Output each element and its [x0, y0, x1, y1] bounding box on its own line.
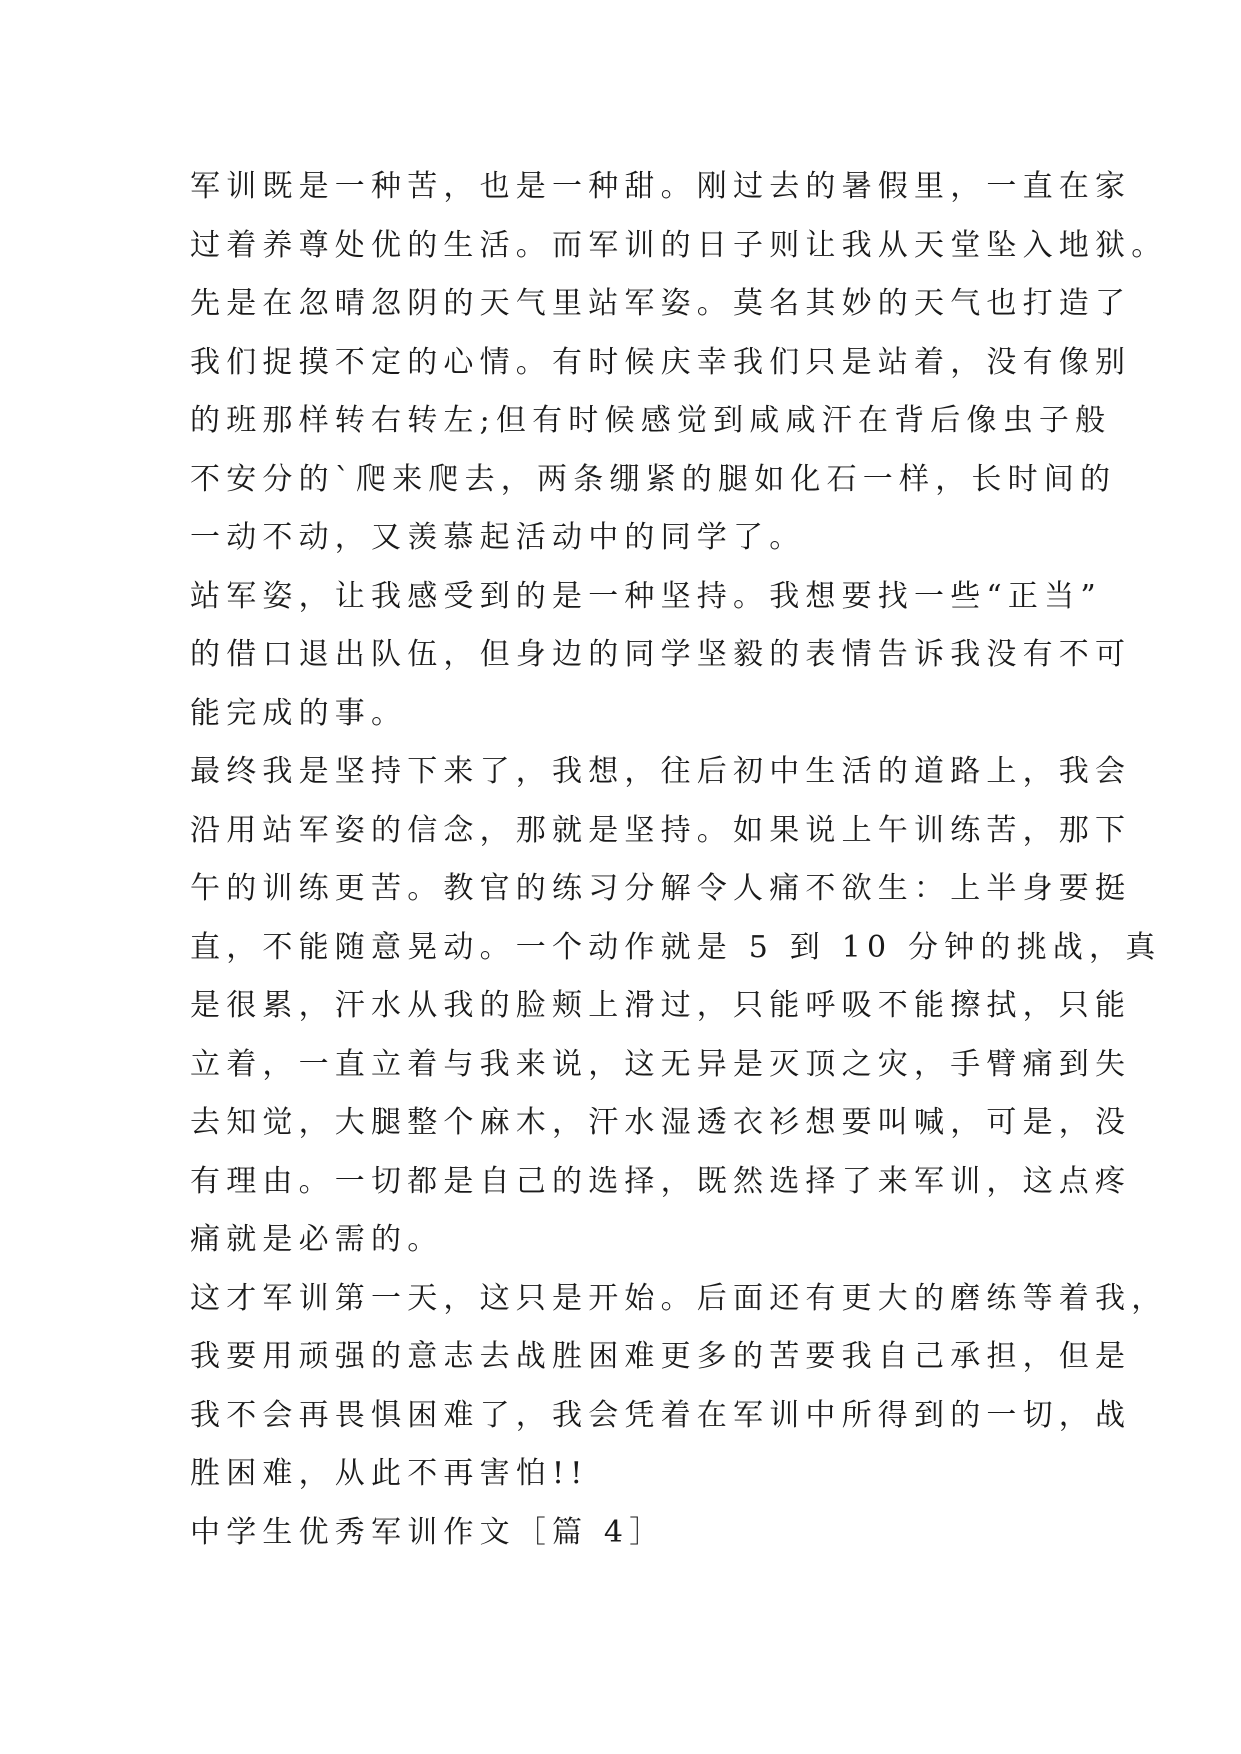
text-line: 我们捉摸不定的心情。有时候庆幸我们只是站着，没有像别: [190, 344, 1132, 380]
text-line: 午的训练更苦。教官的练习分解令人痛不欲生：上半身要挺: [190, 871, 1132, 906]
text-line: 过着养尊处优的生活。而军训的日子则让我从天堂坠入地狱。: [190, 227, 1168, 263]
text-line: 站军姿，让我感受到的是一种坚持。我想要找一些“正当”: [190, 578, 1102, 614]
text-line: 能完成的事。: [190, 695, 408, 731]
text-line: 军训既是一种苦，也是一种甜。刚过去的暑假里，一直在家: [190, 169, 1132, 204]
text-line: 痛就是必需的。: [190, 1222, 444, 1257]
text-line: 去知觉，大腿整个麻木，汗水湿透衣衫想要叫喊，可是，没: [190, 1105, 1132, 1140]
text-line: 不安分的`爬来爬去，两条绷紧的腿如化石一样，长时间的: [190, 461, 1117, 497]
text-line: 沿用站军姿的信念，那就是坚持。如果说上午训练苦，那下: [190, 812, 1132, 848]
text-line: 我要用顽强的意志去战胜困难更多的苦要我自己承担，但是: [190, 1339, 1132, 1374]
text-line: 有理由。一切都是自己的选择，既然选择了来军训，这点疼: [190, 1163, 1132, 1199]
text-line: 直，不能随意晃动。一个动作就是 5 到 10 分钟的挑战，真: [190, 929, 1162, 965]
text-line: 我不会再畏惧困难了，我会凭着在军训中所得到的一切，战: [190, 1397, 1132, 1433]
text-line: 胜困难，从此不再害怕!!: [190, 1456, 589, 1491]
text-line: 最终我是坚持下来了，我想，往后初中生活的道路上，我会: [190, 754, 1132, 789]
text-line: 这才军训第一天，这只是开始。后面还有更大的磨练等着我，: [190, 1280, 1168, 1316]
section-heading: 中学生优秀军训作文［篇 4］: [190, 1514, 666, 1550]
text-line: 的班那样转右转左;但有时候感觉到咸咸汗在背后像虫子般: [190, 403, 1112, 438]
essay-text: [190, 158, 1168, 1562]
text-line: 是很累，汗水从我的脸颊上滑过，只能呼吸不能擦拭，只能: [190, 988, 1132, 1023]
text-line: 一动不动，又羡慕起活动中的同学了。: [190, 520, 806, 555]
text-line: 先是在忽晴忽阴的天气里站军姿。莫名其妙的天气也打造了: [190, 286, 1132, 321]
text-line: 的借口退出队伍，但身边的同学坚毅的表情告诉我没有不可: [190, 637, 1132, 672]
text-line: 立着，一直立着与我来说，这无异是灭顶之灾，手臂痛到失: [190, 1046, 1132, 1082]
